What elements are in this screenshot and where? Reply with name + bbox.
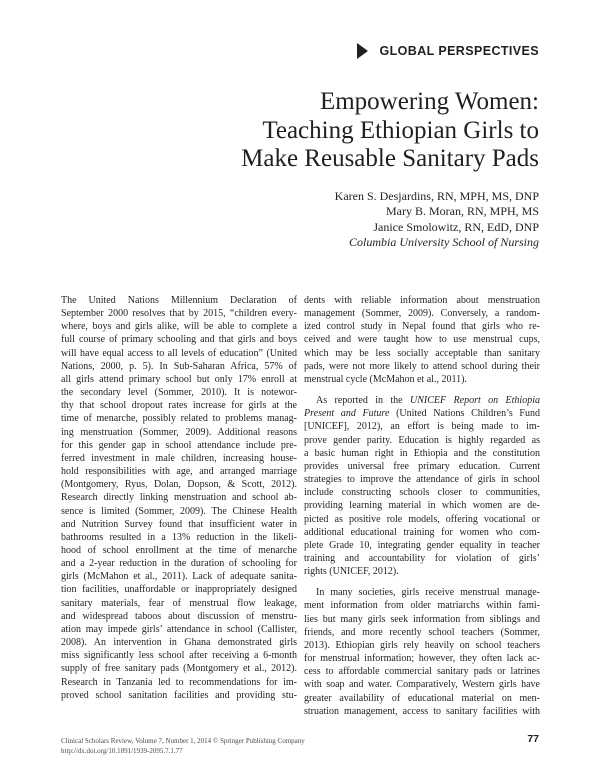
text-line: full course of primary schooling and that girls and boys (61, 334, 297, 346)
text-line: Nations, 2000, p. 5). In Sub-Saharan Africa, 57% of (61, 360, 297, 372)
journal-citation: Clinical Scholars Review, Volume 7, Number 1, 2014 © Springer Publishing Company (61, 737, 305, 745)
text-line: sence is limited (Sommer, 2009). The Chinese Health (61, 505, 297, 517)
text-line: the secondary level (Sommer, 2010). It is notewor- (61, 387, 297, 399)
text-span: (United Nations Children’s Fund (389, 408, 540, 420)
page-number: 77 (527, 733, 539, 745)
text-line: The United Nations Millennium Declaration of (61, 295, 297, 306)
text-line: which may be less socially acceptable than sanitary (304, 347, 540, 359)
text-line: 2008). An intervention in Ghana demonstrated girls (61, 637, 297, 649)
text-line: proved school sanitation facilities and providing stu- (61, 689, 297, 701)
text-line: all girls attend primary school but only 17% enroll at (61, 373, 297, 385)
text-line: bathrooms resulted in a 13% reduction in the likeli- (61, 531, 297, 543)
right-column (304, 294, 540, 718)
text-line: include constructing schools closer to communities, (304, 487, 540, 499)
text-line: supply of free sanitary pads (Montgomery et al., 2012). (61, 663, 297, 675)
text-line: and a 2-year reduction in the duration of schooling for (61, 558, 297, 570)
text-line: struation management, access to sanitary facilities with (304, 705, 540, 717)
text-line: ferred investment in male children, increasing house- (61, 452, 297, 464)
text-line: (Montgomery, Ryus, Dolan, Dopson, & Scott, 2012). (61, 479, 297, 491)
text-line: additional educational training for women who com- (304, 526, 540, 538)
text-line: prove gender parity. Education is highly regarded as (304, 434, 540, 446)
text-line: training and accountability for violation of girls’ (304, 552, 540, 564)
text-line: plete Grade 10, integrating gender equality in teacher (304, 539, 540, 551)
text-line: ceived and were taught how to use menstrual cups, (304, 334, 540, 346)
title-line: Make Reusable Sanitary Pads (241, 145, 539, 172)
text-line: providing learning material in which women are de- (304, 500, 540, 512)
text-line: hood of school enrollment at the time of menarche (61, 544, 297, 556)
report-title-italic: Present and Future (304, 408, 390, 420)
author-affiliation: Columbia University School of Nursing (349, 235, 539, 250)
text-line: [UNICEF], 2012), an effort is being made to im- (304, 421, 540, 433)
text-span: As reported in the (316, 395, 411, 407)
doi-text: http://dx.doi.org/10.1891/1939-2095.7.1.77 (61, 747, 183, 755)
text-line: provides universal free primary education. Current (304, 460, 540, 472)
arrow-right-icon (357, 43, 368, 59)
report-title-italic: UNICEF Report on Ethiopia (410, 395, 540, 407)
text-line: menstrual cycle (McMahon et al., 2011). (304, 373, 467, 385)
text-line: picted as positive role models, offering vocational or (304, 513, 540, 525)
text-line: tion facilities, unaffordable or inappropriately designed (61, 584, 297, 596)
title-line: Empowering Women: (319, 88, 539, 115)
left-column (61, 294, 297, 702)
paragraph-gap (304, 578, 540, 586)
text-line: ized control study in Nepal found that girls who re- (304, 321, 540, 333)
text-line: thy that school dropout rates increase for girls at the (61, 400, 297, 412)
text-line: cess to affordable commercial sanitary pads or latrines (304, 666, 540, 678)
text-line: ment information from older matriarchs within fami- (304, 600, 540, 612)
text-line: and Nutrition Survey found that insufficient water in (61, 518, 297, 530)
section-label: GLOBAL PERSPECTIVES (379, 44, 539, 58)
text-line (304, 407, 540, 420)
text-line: for this gender gap in school attendance include pre- (61, 439, 297, 451)
text-line: miss significantly less school after receiving a 6-month (61, 650, 297, 662)
text-line: greater availability of educational material on men- (304, 692, 540, 704)
author-name: Mary B. Moran, RN, MPH, MS (385, 204, 539, 219)
text-line: girls (McMahon et al., 2011). Lack of adequate sanita- (61, 571, 297, 583)
text-line (304, 394, 540, 407)
text-line: a basic human right in Ethiopia and the constitution (304, 447, 540, 459)
text-line: rights (UNICEF, 2012). (304, 566, 399, 578)
text-line: 2013). Ethiopian girls rely heavily on school teachers (304, 639, 540, 651)
text-line: pads, were not more likely to attend school during their (304, 360, 540, 372)
text-line: In many societies, girls receive menstrual manage- (316, 587, 540, 599)
footer (61, 736, 539, 756)
text-line: with soap and water. Comparatively, Western girls have (304, 679, 540, 691)
author-name: Karen S. Desjardins, RN, MPH, MS, DNP (334, 189, 539, 203)
text-line: dents with reliable information about menstruation (304, 295, 540, 306)
text-line: time of menarche, possibly related to problems manag- (61, 413, 297, 425)
title-line: Teaching Ethiopian Girls to (262, 116, 539, 144)
text-line: ing menstruation (Sommer, 2009). Additional reasons (61, 426, 297, 438)
text-line: sanitary materials, fear of menstrual flow leakage, (61, 597, 297, 609)
article-title (119, 88, 539, 174)
text-line: September 2000 resolves that by 2015, “children every- (61, 308, 297, 320)
author-name: Janice Smolowitz, RN, EdD, DNP (373, 219, 539, 234)
author-block (335, 189, 539, 251)
text-line: Research in Tanzania led to recommendations for im- (61, 676, 297, 688)
section-header (357, 43, 539, 59)
paragraph-gap (304, 386, 540, 394)
text-line: Research directly linking menstruation and school ab- (61, 492, 297, 504)
text-line: will have equal access to all levels of education” (United (61, 347, 297, 359)
text-line: strategies to improve the attendance of girls in school (304, 474, 540, 486)
text-line: friends, and more recently school teachers (Sommer, (304, 626, 540, 638)
text-line: for menstrual information; however, they often lack ac- (304, 653, 540, 665)
text-line: and widespread taboos about discussion of menstru- (61, 610, 297, 622)
text-line: ation may impede girls’ attendance in school (Callister, (61, 623, 297, 635)
text-line: management (Sommer, 2009). Conversely, a random- (304, 308, 540, 320)
text-line: hold responsibilities with age, and arranged marriage (61, 466, 297, 478)
text-line: where, boys and girls alike, will be able to complete a (61, 321, 297, 333)
text-line: lies but many girls seek information from siblings and (304, 613, 540, 625)
